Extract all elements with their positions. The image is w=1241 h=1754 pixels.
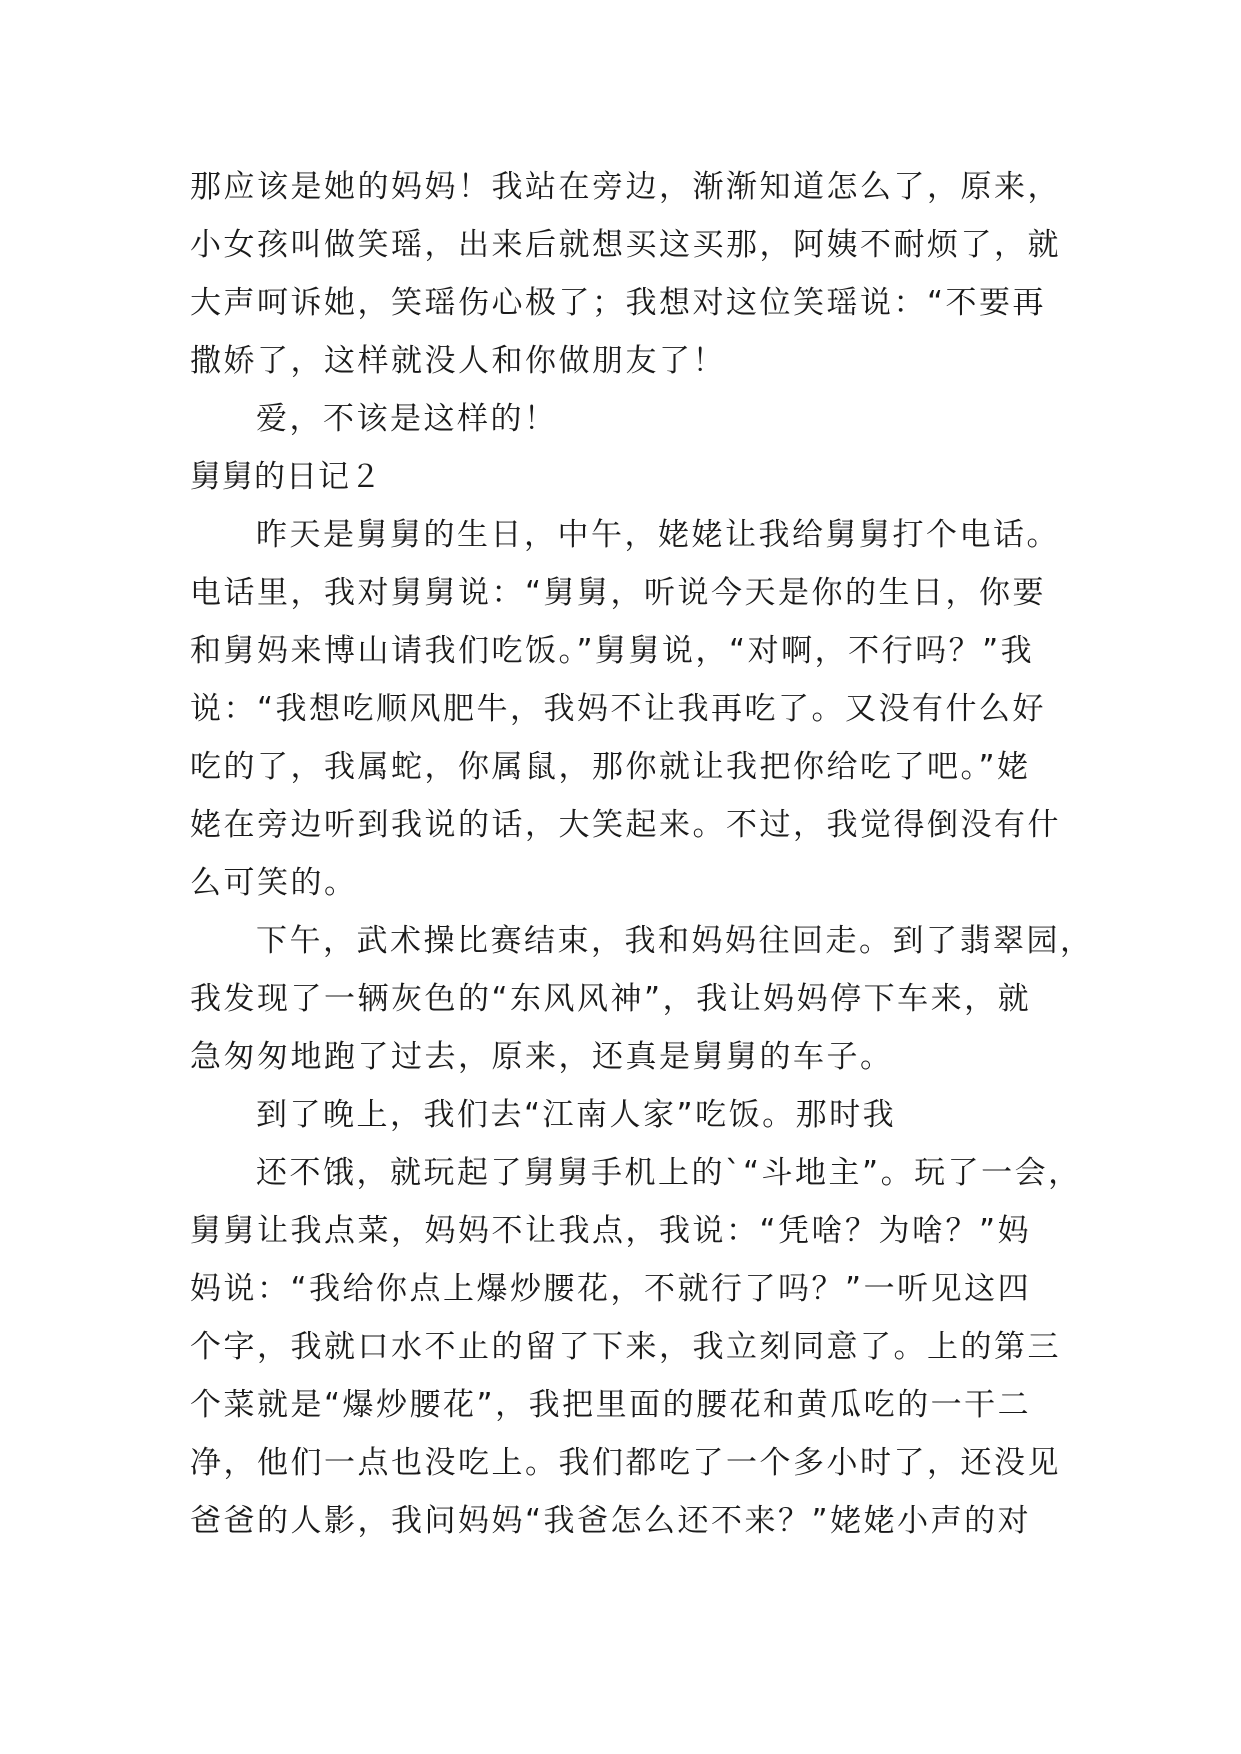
text-line: 爱，不该是这样的！: [256, 401, 558, 437]
text-line: 舅舅让我点菜，妈妈不让我点，我说：“凭啥？为啥？”妈: [190, 1213, 1032, 1249]
text-line: 个字，我就口水不止的留了下来，我立刻同意了。上的第三: [190, 1329, 1061, 1365]
document-body: [190, 158, 1094, 1550]
text-line: 我发现了一辆灰色的“东风风神”，我让妈妈停下车来，就: [190, 981, 1032, 1017]
text-line: 妈说：“我给你点上爆炒腰花，不就行了吗？”一听见这四: [190, 1271, 1032, 1307]
text-line: 撒娇了，这样就没人和你做朋友了！: [190, 343, 726, 379]
text-line: 净，他们一点也没吃上。我们都吃了一个多小时了，还没见: [190, 1445, 1061, 1481]
text-line: 爸爸的人影，我问妈妈“我爸怎么还不来？”姥姥小声的对: [190, 1503, 1032, 1539]
text-line: 急匆匆地跑了过去，原来，还真是舅舅的车子。: [190, 1039, 894, 1075]
text-line: 吃的了，我属蛇，你属鼠，那你就让我把你给吃了吧。”姥: [190, 749, 1031, 785]
text-line: 说：“我想吃顺风肥牛，我妈不让我再吃了。又没有什么好: [190, 691, 1047, 727]
section-title: 舅舅的日记２: [190, 459, 382, 495]
text-line: 么可笑的。: [190, 865, 358, 901]
text-line: 和舅妈来博山请我们吃饭。”舅舅说，“对啊，不行吗？”我: [190, 633, 1035, 669]
text-line: 下午，武术操比赛结束，我和妈妈往回走。到了翡翠园，: [256, 923, 1094, 959]
text-line: 还不饿，就玩起了舅舅手机上的`“斗地主”。玩了一会，: [256, 1155, 1082, 1191]
text-line: 到了晚上，我们去“江南人家”吃饭。那时我: [256, 1097, 897, 1133]
text-line: 姥在旁边听到我说的话，大笑起来。不过，我觉得倒没有什: [190, 807, 1061, 843]
text-line: 电话里，我对舅舅说：“舅舅，听说今天是你的生日，你要: [190, 575, 1047, 611]
text-line: 大声呵诉她，笑瑶伤心极了；我想对这位笑瑶说：“不要再: [190, 285, 1047, 321]
text-line: 个菜就是“爆炒腰花”，我把里面的腰花和黄瓜吃的一干二: [190, 1387, 1032, 1423]
text-line: 昨天是舅舅的生日，中午，姥姥让我给舅舅打个电话。: [256, 517, 1060, 553]
text-line: 那应该是她的妈妈！我站在旁边，渐渐知道怎么了，原来，: [190, 169, 1061, 205]
text-line: 小女孩叫做笑瑶，出来后就想买这买那，阿姨不耐烦了，就: [190, 227, 1061, 263]
